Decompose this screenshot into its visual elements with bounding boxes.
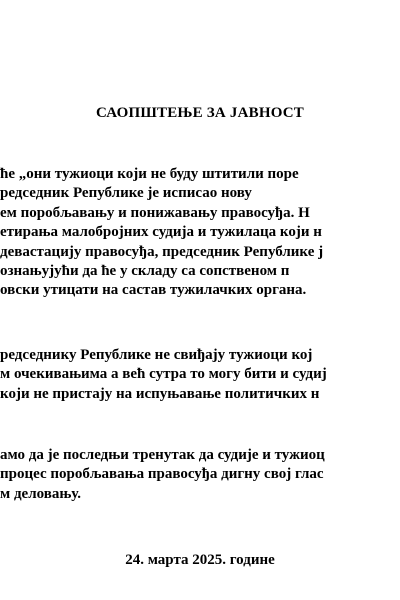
- paragraph-line: ем поробљавању и понижавању правосуђа. Н: [0, 204, 310, 221]
- paragraph-line: који не пристају на испуњавање политичких н: [0, 385, 320, 402]
- paragraph-line: амо да је последњи тренутак да судије и тужиоц: [0, 447, 325, 463]
- paragraph-line: девастацију правосуђа, председник Републике ј: [0, 243, 324, 260]
- paragraph-line: м очекивањима а већ сутра то могу бити и судиј: [0, 366, 327, 383]
- paragraph-line: процес поробљавања правосуђа дигну свој глас: [0, 466, 324, 483]
- paragraph-line: редседнику Републике не свиђају тужиоци кој: [0, 347, 313, 363]
- document-date: 24. марта 2025. године: [125, 552, 275, 568]
- paragraph-line: овски утицати на састав тужилачких органа.: [0, 282, 307, 299]
- paragraph-line: редседник Републике је исписао нову: [0, 185, 252, 202]
- paragraph-2: [0, 346, 400, 404]
- paragraph-1: [0, 165, 400, 301]
- paragraph-line: ознањујући да ће у складу са сопственом п: [0, 262, 290, 279]
- document-title: САОПШТЕЊЕ ЗА ЈАВНОСТ: [96, 105, 304, 121]
- paragraph-line: ће „они тужиоци који не буду штитили поре: [0, 166, 299, 182]
- paragraph-3: [0, 446, 400, 504]
- paragraph-line: етирања малобројних судија и тужилаца који н: [0, 224, 322, 241]
- paragraph-line: м деловању.: [0, 485, 82, 502]
